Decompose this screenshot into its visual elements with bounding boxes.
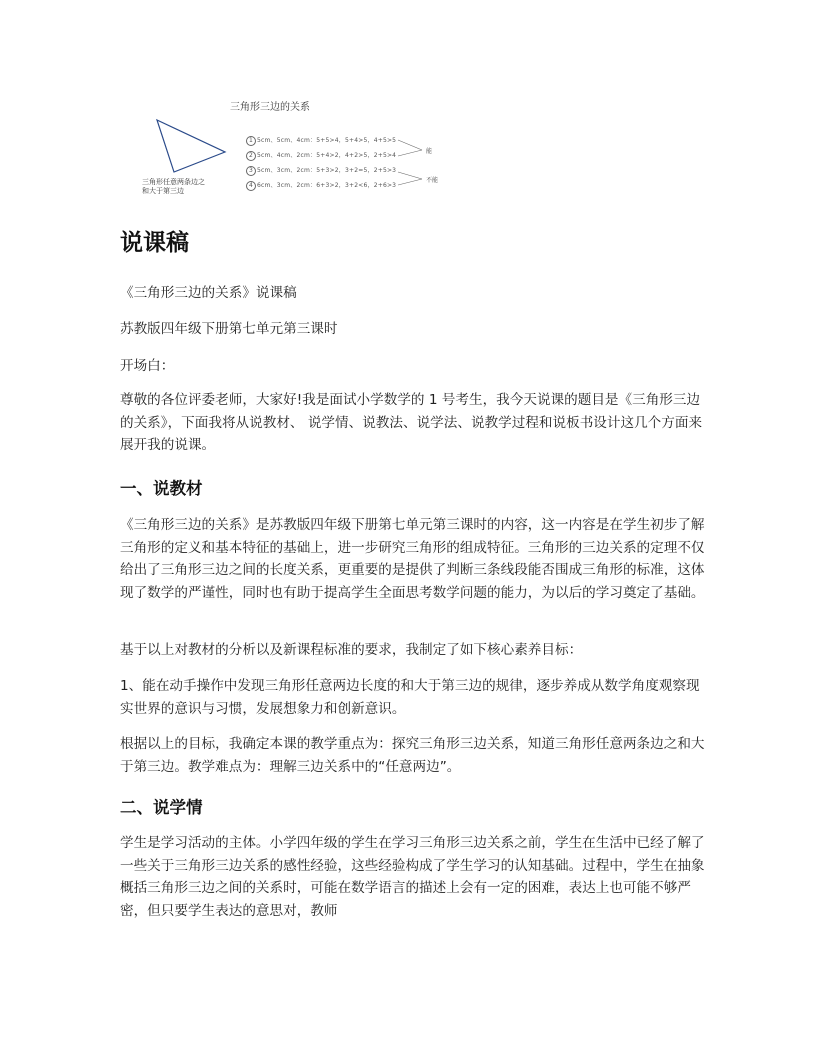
board-note: 三角形任意两条边之和大于第三边 — [142, 178, 205, 195]
row-text: 5cm、3cm、2cm：5+3>2，3+2=5，2+5>3 — [257, 167, 397, 174]
section-heading-textbook: 一、说教材 — [120, 479, 203, 498]
row-text: 5cm、4cm、2cm：5+4>2，4+2>5，2+5>4 — [257, 152, 397, 159]
row-text: 5cm、5cm、4cm：5+5>4，5+4>5，4+5>5 — [257, 137, 397, 144]
textbook-paragraph: 《三角形三边的关系》是苏教版四年级下册第七单元第三课时的内容，这一内容是在学生初步了解三角形的定义和基本特征的基础上，进一步研究三角形的组成特征。三角形的三边关系的定理不仅给出了三角形三边之间的长度关系，更重要的是提供了判断三条线段能否围成三角形的标准，这体现了数学的严谨性，同时也有助于提高学生全面思考数学问题的能力，为以后的学习奠定了基础。 — [120, 517, 705, 601]
document-title: 说课稿 — [120, 230, 189, 256]
triangle-shape — [157, 120, 225, 172]
goal-item: 1、能在动手操作中发现三角形任意两边长度的和大于第三边的规律，逐步养成从数学角度观察现实世界的意识与习惯，发展想象力和创新意识。 — [120, 678, 700, 717]
row-number: 4 — [246, 181, 256, 191]
bracket-no — [398, 172, 422, 179]
result-no: 不能 — [426, 177, 439, 184]
lesson-title: 《三角形三边的关系》说课稿 — [120, 285, 297, 301]
row-text: 6cm、3cm、2cm：6+3>2，3+2<6，2+6>3 — [257, 182, 397, 189]
lesson-info: 苏教版四年级下册第七单元第三课时 — [120, 321, 338, 337]
key-points-paragraph: 根据以上的目标，我确定本课的教学重点为：探究三角形三边关系，知道三角形任意两条边之和大于第三边。教学难点为：理解三边关系中的“任意两边”。 — [120, 736, 705, 775]
opening-paragraph: 尊敬的各位评委老师，大家好!我是面试小学数学的 1 号考生，我今天说课的题目是《三角形三边的关系》，下面我将从说教材、 说学情、说教法、说学法、说教学过程和说板书设计这几个方面来展开我的说课。 — [120, 392, 703, 453]
board-row — [246, 150, 396, 161]
board-title: 三角形三边的关系 — [230, 102, 310, 113]
board-row — [246, 165, 396, 176]
bracket-yes — [398, 140, 422, 150]
row-number: 1 — [246, 136, 256, 146]
students-paragraph: 学生是学习活动的主体。小学四年级的学生在学习三角形三边关系之前，学生在生活中已经了解了一些关于三角形三边关系的感性经验，这些经验构成了学生学习的认知基础。过程中，学生在抽象概括三角形三边之间的关系时，可能在数学语言的描述上会有一定的困难，表达上也可能不够严密，但只要学生表达的意思对，教师 — [120, 835, 705, 919]
row-number: 3 — [246, 166, 256, 176]
goals-intro-paragraph: 基于以上对教材的分析以及新课程标准的要求，我制定了如下核心素养目标： — [120, 642, 583, 658]
board-row — [246, 135, 396, 146]
blackboard-design-image — [130, 92, 450, 207]
result-yes: 能 — [426, 148, 433, 155]
section-heading-students: 二、说学情 — [120, 798, 203, 817]
row-number: 2 — [246, 151, 256, 161]
board-row — [246, 180, 396, 191]
opening-label: 开场白： — [120, 358, 175, 374]
